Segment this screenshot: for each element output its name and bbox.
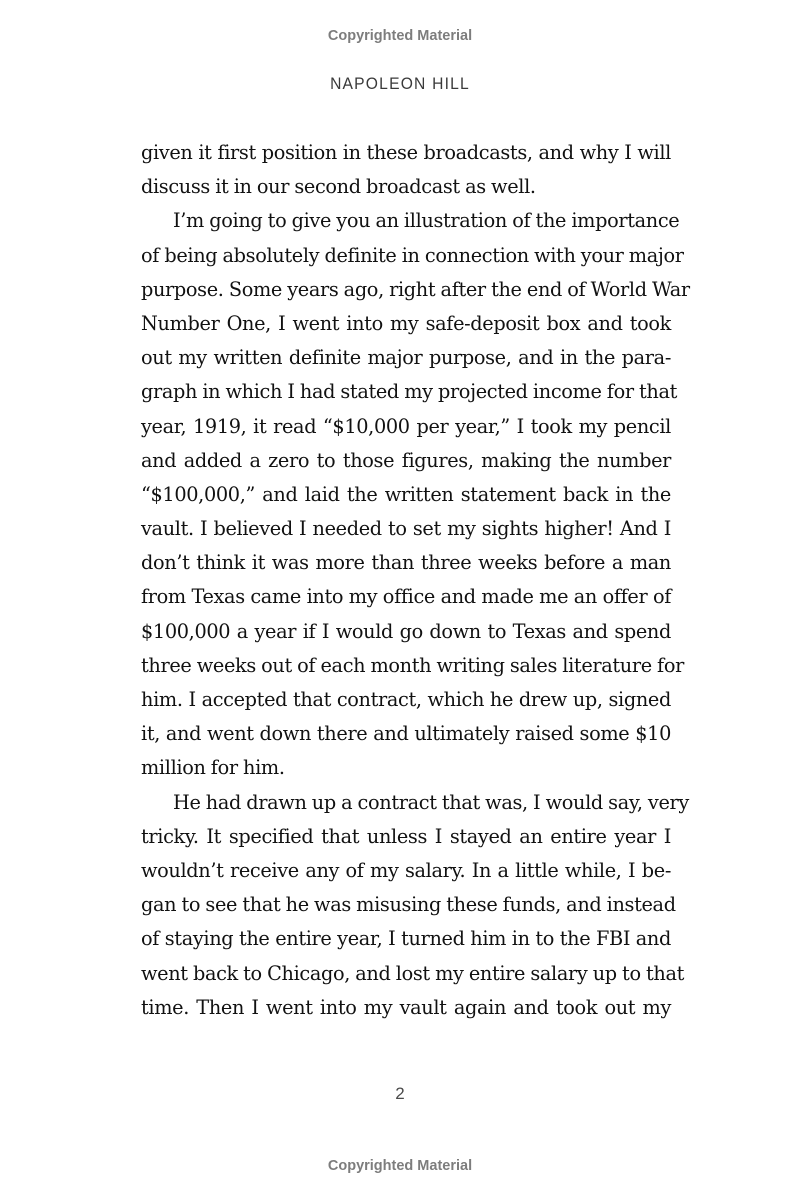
text-line: discuss it in our second broadcast as well. [141, 175, 536, 199]
text-line: of staying the entire year, I turned him in to the FBI and [141, 927, 671, 951]
text-line: million for him. [141, 756, 285, 780]
text-line: wouldn’t receive any of my salary. In a little while, I be- [141, 858, 671, 882]
text-line: don’t think it was more than three weeks before a man [141, 551, 671, 575]
text-line: “$100,000,” and laid the written statement back in the [141, 482, 671, 506]
page-number: 2 [395, 1084, 405, 1103]
paragraph-1 [141, 136, 671, 204]
text-line: given it first position in these broadcasts, and why I will [141, 141, 671, 164]
text-line: vault. I believed I needed to set my sights higher! And I [141, 517, 671, 541]
paragraph-2 [141, 204, 690, 785]
text-line: gan to see that he was misusing these funds, and instead [141, 893, 676, 917]
copyright-notice-top: Copyrighted Material [327, 28, 473, 44]
text-line: He had drawn up a contract that was, I would say, very [173, 790, 689, 814]
text-line: it, and went down there and ultimately raised some $10 [141, 722, 671, 746]
text-line: from Texas came into my office and made me an offer of [141, 585, 671, 609]
copyright-notice-bottom: Copyrighted Material [327, 1158, 473, 1174]
text-line: of being absolutely definite in connection with your major [141, 243, 684, 267]
text-line: out my written definite major purpose, and in the para- [141, 346, 671, 370]
running-head-author: NAPOLEON HILL [330, 74, 470, 93]
text-line: year, 1919, it read “$10,000 per year,” I took my pencil [141, 414, 671, 438]
text-line: purpose. Some years ago, right after the end of World War [141, 277, 690, 301]
text-line: three weeks out of each month writing sales literature for [141, 653, 684, 677]
text-line: I’m going to give you an illustration of the importance [173, 209, 680, 233]
text-line: Number One, I went into my safe-deposit box and took [141, 311, 671, 335]
paragraph-3 [141, 786, 689, 1025]
text-line: graph in which I had stated my projected income for that [141, 380, 677, 404]
text-line: $100,000 a year if I would go down to Texas and spend [141, 619, 671, 643]
page-body [141, 136, 690, 1025]
text-line: and added a zero to those figures, making the number [141, 448, 671, 472]
text-line: him. I accepted that contract, which he drew up, signed [141, 688, 671, 711]
text-line: went back to Chicago, and lost my entire salary up to that [141, 961, 684, 985]
text-line: time. Then I went into my vault again and took out my [141, 995, 671, 1019]
text-line: tricky. It specified that unless I stayed an entire year I [141, 824, 671, 848]
